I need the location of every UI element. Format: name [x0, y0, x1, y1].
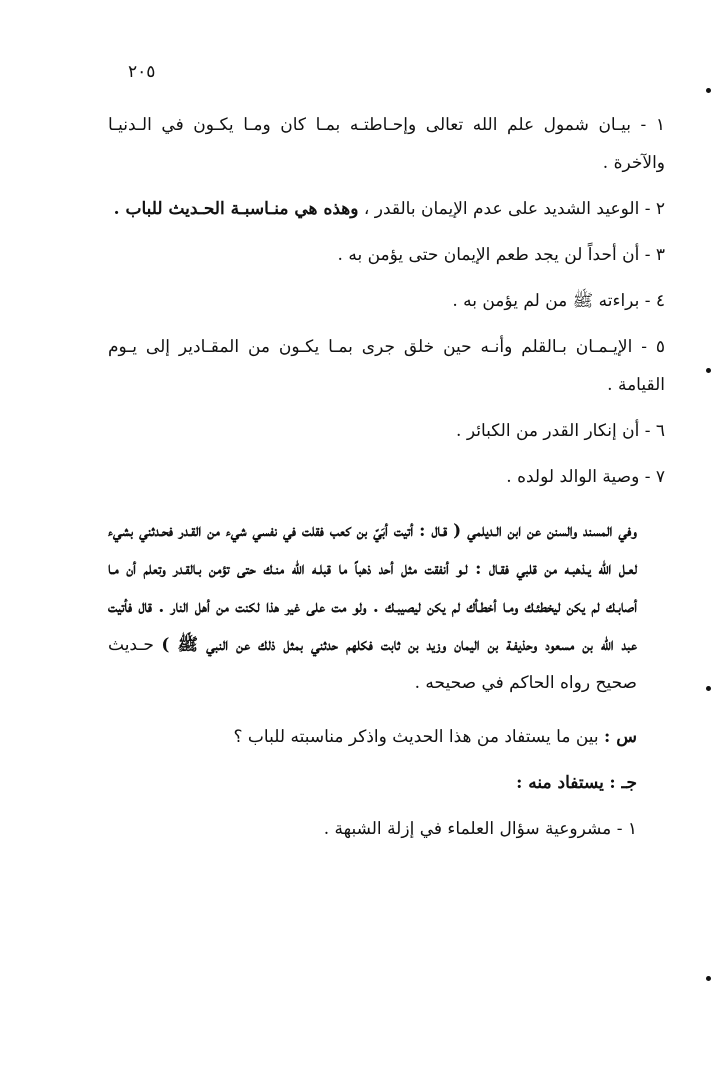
lesson-item: [108, 412, 665, 450]
hadith-paragraph: [108, 512, 665, 702]
question-label: س :: [604, 727, 637, 747]
scan-mark: [706, 976, 711, 981]
scan-mark: [706, 368, 711, 373]
lesson-bold-text: وهذه هي منـاسبـة الحـديث للباب .: [113, 199, 359, 219]
lesson-number: ٤ -: [644, 291, 665, 311]
lesson-item: [108, 106, 665, 182]
answer-item: [108, 810, 665, 848]
lesson-number: ٦ -: [644, 421, 665, 441]
lesson-item: [108, 236, 665, 274]
lesson-item: [108, 282, 665, 320]
hadith-source: حـديث صحيح رواه الحاكم في صحيحه .: [108, 635, 637, 693]
lesson-text: بيـان شمول علم الله تعالى وإحـاطتـه بمـا كان ومـا يكـون في الـدنيـا والآخرة .: [108, 115, 665, 173]
lesson-text: براءته ﷺ من لم يؤمن به .: [452, 291, 640, 311]
answer-item-text: مشروعية سؤال العلماء في إزلة الشبهة .: [323, 819, 612, 839]
answer-label: جـ :: [609, 773, 637, 793]
lesson-text: الوعيد الشديد على عدم الإيمان بالقدر ،: [363, 199, 640, 219]
lesson-text: الإيـمـان بـالقلم وأنـه حين خلق جرى بمـا يكـون من المقـادير إلى يـوم القيامة .: [108, 337, 665, 395]
scan-mark: [706, 88, 711, 93]
lesson-item: [108, 328, 665, 404]
question-text: بين ما يستفاد من هذا الحديث واذكر مناسبته للباب ؟: [233, 727, 599, 747]
lesson-number: ٥ -: [641, 337, 665, 357]
answer-text: يستفاد منه :: [516, 773, 604, 793]
hadith-text: وفي المسند والسنن عن ابن الـديلمي ( قـال : أتيت أبَيّ بن كعب فقلت في نفسي شيء من القـدر فحـدثني بشيء لعـل الله يـذهبـه من قلبي فقـال : لـو أنفقت مثل أحد ذهباً ما قبلـه الله منـك حتى تؤمن بـالقـدر وتعلم أن مـا أصابـك لم يكن ليخطئـك ومـا أخطـأك لم يكن ليصيبـك . ولو مت على غير هذا لكنت من أهل النار . قال فأتيت عبد الله بن مسعود وحذيفـة بن اليمان وزيد بن ثابت فكلهم حدثني بمثل ذلك عن النبي ﷺ ): [108, 521, 637, 655]
lesson-number: ٢ -: [644, 199, 665, 219]
lesson-text: أن أحداً لن يجد طعم الإيمان حتى يؤمن به .: [337, 245, 640, 265]
lesson-number: ٣ -: [644, 245, 665, 265]
lesson-text: وصية الوالد لولده .: [506, 467, 640, 487]
answer: [108, 764, 665, 802]
lesson-item: [108, 190, 665, 228]
page-text: [108, 106, 665, 848]
answer-item-number: ١ -: [616, 819, 637, 839]
lesson-item: [108, 458, 665, 496]
question: [108, 718, 665, 756]
lesson-number: ١ -: [640, 115, 666, 135]
page-number: ٢٠٥: [128, 62, 156, 82]
lesson-number: ٧ -: [644, 467, 665, 487]
lesson-text: أن إنكار القدر من الكبائر .: [456, 421, 640, 441]
scan-mark: [706, 686, 711, 691]
